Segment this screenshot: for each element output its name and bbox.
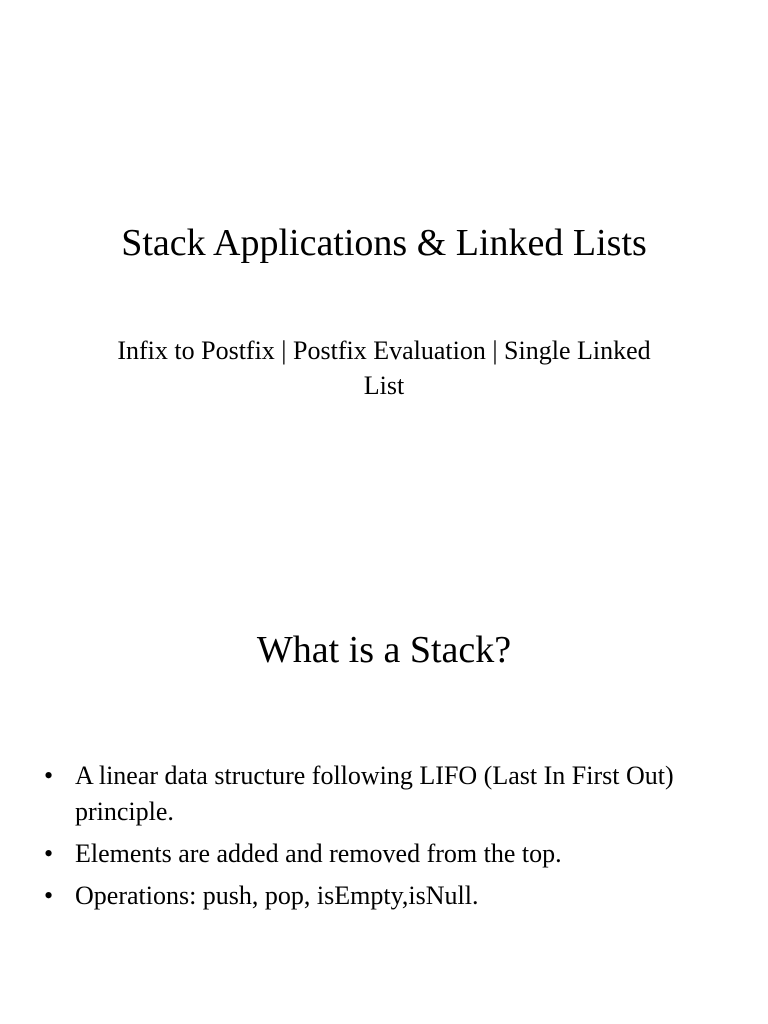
bullet-item <box>44 758 724 830</box>
slide-subtitle: Infix to Postfix | Postfix Evaluation | Single Linked List <box>117 336 651 400</box>
bullet-item <box>44 878 724 914</box>
bullet-icon: • <box>44 839 54 868</box>
content-slide <box>0 512 768 1024</box>
bullet-text: A linear data structure following LIFO (Last In First Out) principle. <box>75 761 674 826</box>
slide-heading: What is a Stack? <box>256 629 512 671</box>
bullet-text: Operations: push, pop, isEmpty,isNull. <box>75 881 479 910</box>
bullet-list <box>44 758 724 920</box>
bullet-item <box>44 836 724 872</box>
bullet-icon: • <box>44 881 54 910</box>
bullet-text: Elements are added and removed from the top. <box>75 839 562 868</box>
slide-title: Stack Applications & Linked Lists <box>121 222 647 264</box>
bullet-icon: • <box>44 761 54 790</box>
